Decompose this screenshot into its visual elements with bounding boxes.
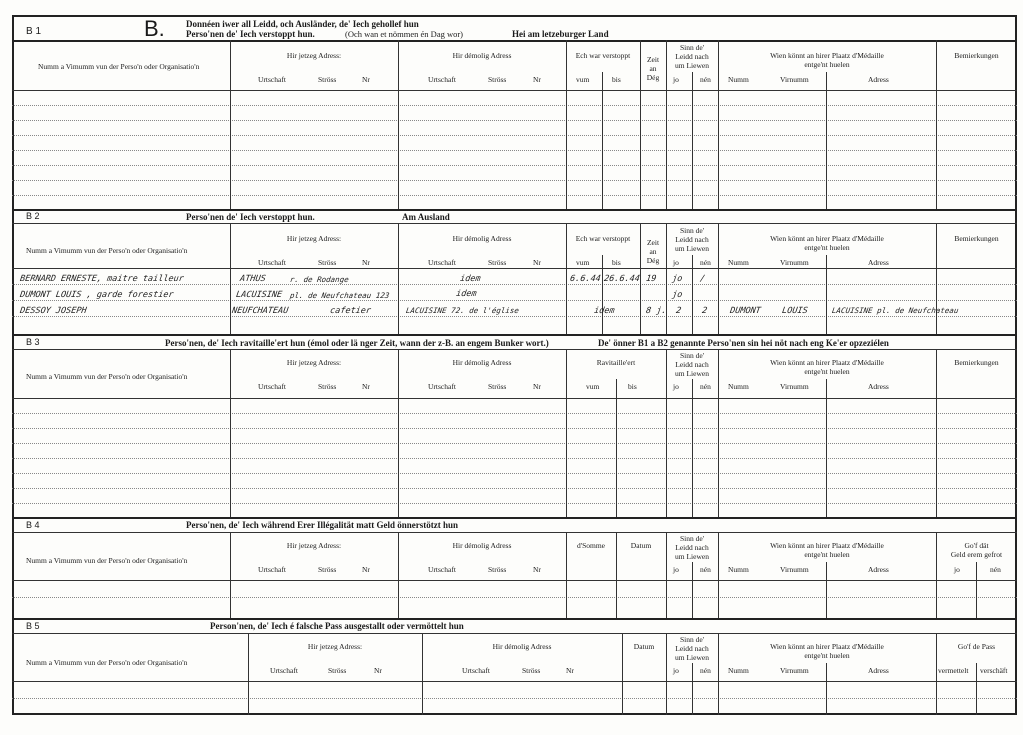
section-code-b3: B 3 (26, 337, 40, 347)
col-hir-demolig: Hir démolig Adress (452, 541, 512, 550)
col-datum: Datum (630, 541, 652, 550)
col-numm-org: Numm a Vimumm vun der Perso'n oder Organisatio'n (38, 62, 200, 71)
col-entgent: entge'nt huelen (804, 243, 850, 252)
col-urtschaft: Urtschaft (428, 382, 456, 391)
entry-name: BERNARD ERNESTE, maitre tailleur (19, 274, 185, 284)
col-sinn: Sinn de' (679, 635, 705, 644)
col-sinn: Sinn de' (679, 534, 705, 543)
entry-urtschaft: ATHUS (239, 274, 267, 284)
col-virnumm: Virnumm (780, 382, 809, 391)
col-numm: Numm (728, 258, 749, 267)
big-letter: B. (144, 16, 165, 41)
col-nr: Nr (362, 382, 370, 391)
entry-name: DUMONT LOUIS , garde forestier (19, 290, 175, 300)
col-um-liewen: um Liewen (675, 552, 709, 561)
col-stross: Ströss (318, 75, 337, 84)
entry-vum: 6.6.44 (569, 274, 602, 284)
dotted-rule (12, 120, 1017, 121)
rule (12, 618, 1017, 620)
col-bemierkungen: Bemierkungen (954, 51, 999, 60)
col-wien: Wien könnt an hirer Plaatz d'Médaille (770, 541, 884, 550)
b4-title: Perso'nen, de' Iech während Erer Illégalität matt Geld önnerstötzt hun (186, 520, 458, 530)
col-nen: nén (700, 666, 711, 675)
col-ech-war: Ech war verstoppt (575, 234, 631, 243)
dotted-rule (12, 284, 1017, 285)
col-stross: Ströss (488, 75, 507, 84)
col-leidd: Leidd nach (675, 543, 709, 552)
col-nr: Nr (362, 258, 370, 267)
entry-medal-virnumm: LOUIS (781, 306, 809, 316)
b2-title: Perso'nen de' Iech verstoppt hun. (186, 212, 315, 222)
col-bemierkungen: Bemierkungen (954, 234, 999, 243)
col-adress: Adress (868, 666, 889, 675)
col-virnumm: Virnumm (780, 565, 809, 574)
col-virnumm: Virnumm (780, 666, 809, 675)
entry-demolig: idem (455, 289, 478, 299)
col-nr: Nr (362, 565, 370, 574)
col-numm: Numm (728, 382, 749, 391)
col-wien: Wien könnt an hirer Plaatz d'Médaille (770, 51, 884, 60)
col-entgent: entge'nt huelen (804, 367, 850, 376)
b5-title: Person'nen, de' Iech é falsche Pass ausgestallt oder vermöttelt hun (210, 621, 464, 631)
dotted-rule (12, 150, 1017, 151)
rule (12, 40, 1017, 42)
b3-title: Perso'nen, de' Iech ravitaille'ert hun (émol oder lä nger Zeit, wann der z-B. an engem Bunker wort.) (165, 338, 549, 348)
entry-demolig: idem (459, 274, 482, 284)
col-virnumm: Virnumm (780, 75, 809, 84)
col-nen: nén (700, 382, 711, 391)
rule (12, 268, 1017, 269)
col-numm: Numm (728, 666, 749, 675)
entry-deg: 8 j. (645, 306, 668, 316)
col-wien: Wien könnt an hirer Plaatz d'Médaille (770, 642, 884, 651)
entry-medal-adress: LACUISINE pl. de Neufchateau (831, 306, 960, 315)
col-stross: Ströss (488, 258, 507, 267)
col-nr: Nr (533, 75, 541, 84)
col-sinn: Sinn de' (679, 226, 705, 235)
col-numm: Numm (728, 565, 749, 574)
col-gof-pass: Go'f de Pass (957, 642, 996, 651)
col-urtschaft: Urtschaft (428, 75, 456, 84)
header-line2-tail: Hei am letzeburger Land (512, 29, 609, 39)
section-code-b5: B 5 (26, 621, 40, 631)
col-urtschaft: Urtschaft (428, 565, 456, 574)
col-vum: vum (576, 258, 590, 267)
col-sinn: Sinn de' (679, 351, 705, 360)
rule (12, 517, 1017, 519)
entry-medal-numm: DUMONT (729, 306, 762, 316)
b2-title2: Am Ausland (402, 212, 450, 222)
dotted-rule (12, 195, 1017, 196)
col-nr: Nr (374, 666, 382, 675)
entry-demolig: LACUISINE 72. de l'église (405, 306, 520, 315)
col-hir-demolig: Hir démolig Adress (452, 358, 512, 367)
col-hir-demolig: Hir démolig Adress (452, 234, 512, 243)
col-nen: nén (700, 565, 711, 574)
col-stross: Ströss (488, 565, 507, 574)
col-um-liewen: um Liewen (675, 653, 709, 662)
section-code-b1: B 1 (26, 26, 42, 37)
entry-urtschaft: NEUFCHATEAU (231, 306, 289, 316)
entry-urtschaft: LACUISINE (235, 290, 283, 300)
col-jo: jo (673, 565, 679, 574)
entry-nen: / (699, 274, 706, 284)
col-wien: Wien könnt an hirer Plaatz d'Médaille (770, 358, 884, 367)
col-vermettelt: vermettelt (938, 666, 969, 675)
col-leidd: Leidd nach (675, 52, 709, 61)
col-hir-jetzeg: Hir jetzeg Adress: (286, 51, 342, 60)
col-bemierkungen: Bemierkungen (954, 358, 999, 367)
col-stross: Ströss (318, 258, 337, 267)
col-virnumm: Virnumm (780, 258, 809, 267)
entry-nen: 2 (701, 306, 708, 316)
entry-stross: pl. de Neufchateau 123 (289, 291, 390, 300)
entry-jo: jo (671, 274, 683, 284)
col-stross: Ströss (328, 666, 347, 675)
col-datum: Datum (633, 642, 655, 651)
col-hir-jetzeg: Hir jetzeg Adress: (307, 642, 363, 651)
col-leidd: Leidd nach (675, 644, 709, 653)
col-zeit: Zeit (646, 238, 660, 247)
header-line2-bold: Perso'nen de' Iech verstoppt hun. (186, 29, 315, 39)
col-um-liewen: um Liewen (675, 61, 709, 70)
col-deg: Dég (646, 256, 660, 265)
col-jo: jo (673, 75, 679, 84)
col-entgent: entge'nt huelen (804, 651, 850, 660)
rule (12, 209, 1017, 211)
col-numm-org: Numm a Vimumm vun der Perso'n oder Organisatio'n (26, 246, 188, 255)
col-hir-demolig: Hir démolig Adress (452, 51, 512, 60)
entry-jo: 2 (675, 306, 682, 316)
section-code-b4: B 4 (26, 520, 40, 530)
entry-stross: cafetier (329, 306, 372, 316)
col-numm: Numm (728, 75, 749, 84)
col-nr: Nr (566, 666, 574, 675)
col-nr: Nr (533, 258, 541, 267)
col-geld-erem: Geld erem gefrot (950, 550, 1003, 559)
entry-stross: r. de Rodange (289, 275, 350, 284)
dotted-rule (12, 180, 1017, 181)
col-hir-jetzeg: Hir jetzeg Adress: (286, 234, 342, 243)
col-sinn: Sinn de' (679, 43, 705, 52)
col-vum: vum (586, 382, 600, 391)
col-urtschaft: Urtschaft (270, 666, 298, 675)
rule (12, 90, 1017, 91)
col-nen: nén (700, 75, 711, 84)
rule (12, 334, 1017, 336)
entry-vum: idem (593, 306, 616, 316)
dotted-rule (12, 165, 1017, 166)
col-deg: Dég (646, 73, 660, 82)
col-entgent: entge'nt huelen (804, 60, 850, 69)
rule (12, 681, 1017, 682)
header-line1: Donnéen iwer all Leidd, och Ausländer, de' Iech gehollef hun (186, 19, 419, 29)
col-urtschaft: Urtschaft (258, 565, 286, 574)
entry-bis: 26.6.44 (603, 274, 641, 284)
col-vum: vum (576, 75, 590, 84)
col-ech-war: Ech war verstoppt (575, 51, 631, 60)
col-nr: Nr (362, 75, 370, 84)
header-line2-rest: (Och wan et nömmen én Dag wor) (345, 29, 464, 39)
col-bis: bis (612, 258, 621, 267)
dotted-rule (12, 300, 1017, 301)
dotted-rule (12, 105, 1017, 106)
col-leidd: Leidd nach (675, 360, 709, 369)
col-numm-org: Numm a Vimumm vun der Perso'n oder Organisatio'n (26, 658, 188, 667)
col-an: an (649, 64, 657, 73)
col-zeit: Zeit (646, 55, 660, 64)
col-nen: nén (700, 258, 711, 267)
col-hir-jetzeg: Hir jetzeg Adress: (286, 358, 342, 367)
col-adress: Adress (868, 382, 889, 391)
col-ravitaille: Ravitaille'ert (596, 358, 636, 367)
col-wien: Wien könnt an hirer Plaatz d'Médaille (770, 234, 884, 243)
col-numm-org: Numm a Vimumm vun der Perso'n oder Organisatio'n (26, 372, 188, 381)
col-numm-org: Numm a Vimumm vun der Perso'n oder Organisatio'n (26, 556, 188, 565)
col-nr: Nr (533, 382, 541, 391)
col-urtschaft: Urtschaft (258, 258, 286, 267)
col-dsomme: d'Somme (576, 541, 606, 550)
col-stross: Ströss (318, 382, 337, 391)
col-adress: Adress (868, 565, 889, 574)
rule (12, 532, 1017, 533)
col-jo: jo (673, 382, 679, 391)
rule (12, 223, 1017, 224)
rule (12, 349, 1017, 350)
col-an: an (649, 247, 657, 256)
section-code-b2: B 2 (26, 211, 40, 221)
col-gof-dat: Go'f dät (964, 541, 989, 550)
b3-title2: De' önner B1 a B2 genannte Perso'nen sin hei nöt nach eng Ke'er opzeziélen (598, 338, 889, 348)
col-bis: bis (628, 382, 637, 391)
col-adress: Adress (868, 75, 889, 84)
col-urtschaft: Urtschaft (428, 258, 456, 267)
col-nr: Nr (533, 565, 541, 574)
entry-jo: jo (671, 290, 683, 300)
col-bis: bis (612, 75, 621, 84)
col-jo: jo (954, 565, 960, 574)
entry-deg: 19 (645, 274, 657, 284)
col-stross: Ströss (318, 565, 337, 574)
col-urtschaft: Urtschaft (462, 666, 490, 675)
col-jo: jo (673, 666, 679, 675)
col-leidd: Leidd nach (675, 235, 709, 244)
rule (12, 398, 1017, 399)
col-verschaft: verschäft (980, 666, 1008, 675)
col-hir-demolig: Hir démolig Adress (492, 642, 552, 651)
col-nen: nén (990, 565, 1001, 574)
dotted-rule (12, 135, 1017, 136)
col-jo: jo (673, 258, 679, 267)
col-entgent: entge'nt huelen (804, 550, 850, 559)
col-um-liewen: um Liewen (675, 369, 709, 378)
col-hir-jetzeg: Hir jetzeg Adress: (286, 541, 342, 550)
col-urtschaft: Urtschaft (258, 382, 286, 391)
col-um-liewen: um Liewen (675, 244, 709, 253)
dotted-rule (12, 316, 1017, 317)
col-adress: Adress (868, 258, 889, 267)
col-urtschaft: Urtschaft (258, 75, 286, 84)
rule (12, 633, 1017, 634)
rule (12, 580, 1017, 581)
entry-name: DESSOY JOSEPH (19, 306, 88, 316)
col-stross: Ströss (522, 666, 541, 675)
col-stross: Ströss (488, 382, 507, 391)
